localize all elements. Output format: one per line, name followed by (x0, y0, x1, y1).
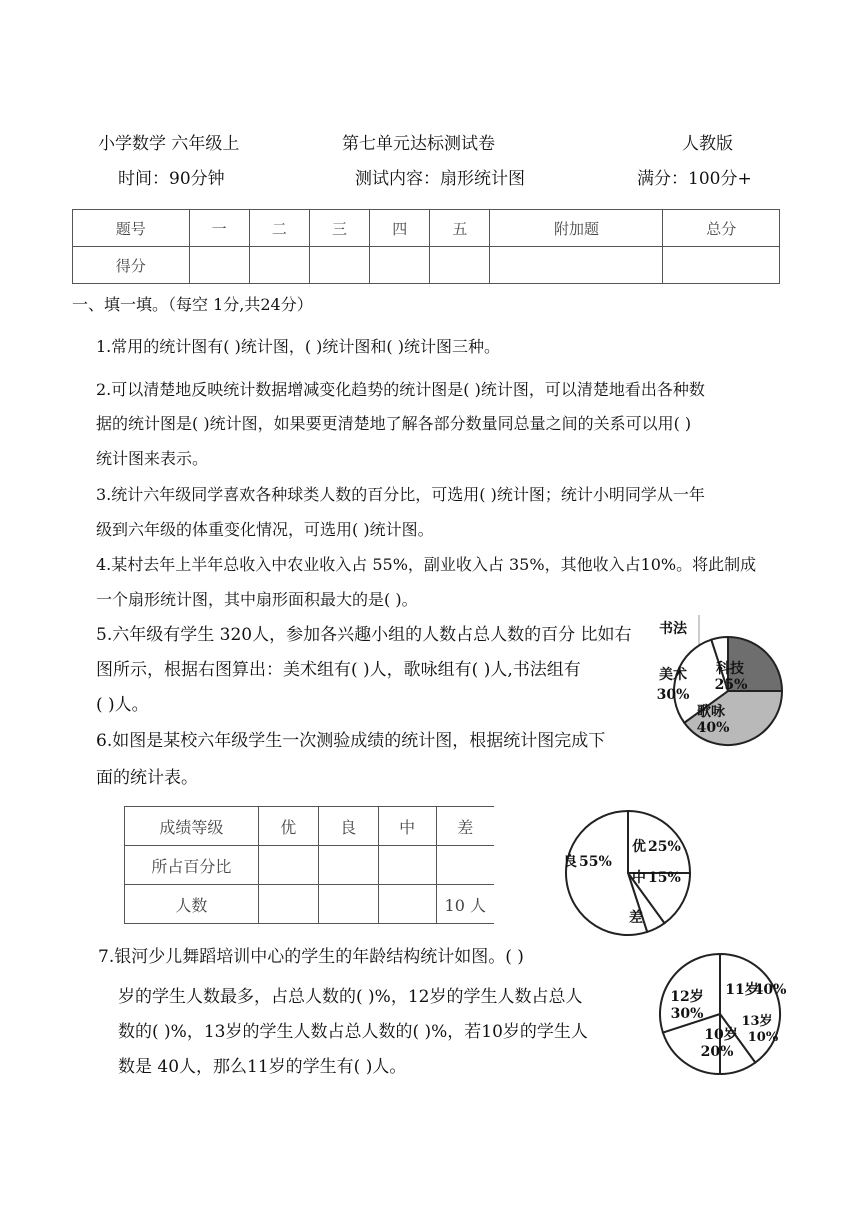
question-3-line: 3.统计六年级同学喜欢各种球类人数的百分比，可选用( )统计图；统计小明同学从一年 (96, 485, 705, 504)
score-header-cell: 题号 (73, 210, 190, 247)
score-cell[interactable] (430, 247, 490, 284)
question-2-line: 据的统计图是( )统计图，如果要更清楚地了解各部分数量同总量之间的关系可以用( ) (96, 414, 692, 433)
grade-header-cell: 成绩等级 (125, 807, 259, 846)
pie-value-age11: 40% (753, 982, 787, 998)
pie-label-age10: 10岁 (704, 1027, 738, 1043)
score-table (72, 209, 780, 284)
pie-value-age13: 10% (747, 1030, 779, 1045)
question-5-line: 5.六年级有学生 320人，参加各兴趣小组的人数占总人数的百分 比如右 (96, 625, 632, 645)
edition-label: 人教版 (682, 134, 733, 154)
question-4-line: 4.某村去年上半年总收入中农业收入占 55%，副业收入占 35%，其他收入占10%。将此制成 (96, 555, 757, 574)
content-label: 测试内容：扇形统计图 (355, 169, 525, 189)
pie-value-meishu: 30% (656, 687, 690, 703)
score-cell[interactable] (309, 247, 369, 284)
score-header-cell: 二 (249, 210, 309, 247)
question-2-line: 2.可以清楚地反映统计数据增减变化趋势的统计图是( )统计图，可以清楚地看出各种数 (96, 380, 705, 399)
score-cell[interactable] (370, 247, 430, 284)
answer-cell[interactable] (378, 885, 436, 924)
grade-count-row (125, 885, 495, 924)
grade-row-label: 所占百分比 (125, 846, 259, 885)
full-score-label: 满分：100分+ (637, 169, 752, 189)
pie-label-you: 优 (632, 839, 646, 855)
score-header-cell: 三 (309, 210, 369, 247)
question-1: 1.常用的统计图有( )统计图，( )统计图和( )统计图三种。 (96, 337, 500, 356)
score-cell[interactable] (663, 247, 780, 284)
grade-header-cell: 中 (378, 807, 436, 846)
pie-label-age11: 11岁 (725, 982, 759, 998)
question-7-line: 数是 40人，那么11岁的学生有( )人。 (118, 1057, 407, 1077)
question-5-line: 图所示，根据右图算出：美术组有( )人，歌咏组有( )人,书法组有 (96, 660, 581, 680)
pie-value-age10: 20% (700, 1044, 734, 1060)
answer-cell[interactable] (258, 846, 318, 885)
question-2-line: 统计图来表示。 (96, 449, 209, 468)
pie-label-meishu: 美术 (659, 667, 687, 683)
question-7-line: 岁的学生人数最多，占总人数的( )%，12岁的学生人数占总人 (118, 987, 583, 1007)
score-table-score-row (73, 247, 780, 284)
grade-table (124, 806, 494, 924)
answer-cell[interactable] (318, 885, 378, 924)
time-label: 时间：90分钟 (118, 169, 225, 189)
score-row-label: 得分 (73, 247, 190, 284)
score-header-cell: 附加题 (490, 210, 663, 247)
question-7-line: 数的( )%，13岁的学生人数占总人数的( )%，若10岁的学生人 (118, 1022, 588, 1042)
pie-value-geyong: 40% (696, 720, 730, 736)
question-4-line: 一个扇形统计图，其中扇形面积最大的是( )。 (96, 590, 418, 609)
score-header-cell: 四 (370, 210, 430, 247)
score-header-cell: 五 (430, 210, 490, 247)
count-bad-cell: 10 人 (436, 885, 494, 924)
grade-row-label: 人数 (125, 885, 259, 924)
subject-label: 小学数学 六年级上 (98, 134, 240, 154)
answer-cell[interactable] (318, 846, 378, 885)
pie-value-liang: 55% (579, 854, 612, 870)
grade-pie-chart (564, 809, 694, 939)
pie-label-geyong: 歌咏 (697, 704, 725, 720)
score-header-cell: 总分 (663, 210, 780, 247)
pie-value-keji: 25% (714, 677, 748, 693)
pie-label-age12: 12岁 (670, 989, 704, 1005)
pie-label-age13: 13岁 (741, 1014, 773, 1029)
pie-label-liang: 良 (563, 854, 577, 870)
pie-label-keji: 科技 (716, 661, 744, 677)
section-title: 一、填一填。（每空 1分,共24分） (72, 295, 313, 314)
interest-group-pie-chart (656, 621, 795, 755)
grade-header-cell: 良 (318, 807, 378, 846)
question-6-line: 面的统计表。 (96, 768, 198, 788)
age-pie-chart (659, 953, 787, 1077)
exam-title: 第七单元达标测试卷 (342, 134, 495, 154)
answer-cell[interactable] (258, 885, 318, 924)
question-7-line: 7.银河少儿舞蹈培训中心的学生的年龄结构统计如图。( ) (98, 947, 524, 967)
answer-cell[interactable] (378, 846, 436, 885)
score-cell[interactable] (490, 247, 663, 284)
grade-percent-row (125, 846, 495, 885)
score-cell[interactable] (249, 247, 309, 284)
pie-label-cha: 差 (629, 910, 643, 926)
score-header-cell: 一 (189, 210, 249, 247)
question-5-line: ( )人。 (96, 695, 149, 715)
pie-value-zhong: 15% (648, 870, 681, 886)
grade-header-cell: 优 (258, 807, 318, 846)
grade-header-row (125, 807, 495, 846)
pie-label-zhong: 中 (632, 870, 646, 886)
pie-value-age12: 30% (670, 1006, 704, 1022)
question-6-line: 6.如图是某校六年级学生一次测验成绩的统计图，根据统计图完成下 (96, 731, 606, 751)
pie-label-shufa: 书法 (659, 621, 687, 637)
grade-header-cell: 差 (436, 807, 494, 846)
question-3-line: 级到六年级的体重变化情况，可选用( )统计图。 (96, 520, 434, 539)
answer-cell[interactable] (436, 846, 494, 885)
score-table-header-row (73, 210, 780, 247)
pie-value-you: 25% (648, 839, 681, 855)
score-cell[interactable] (189, 247, 249, 284)
